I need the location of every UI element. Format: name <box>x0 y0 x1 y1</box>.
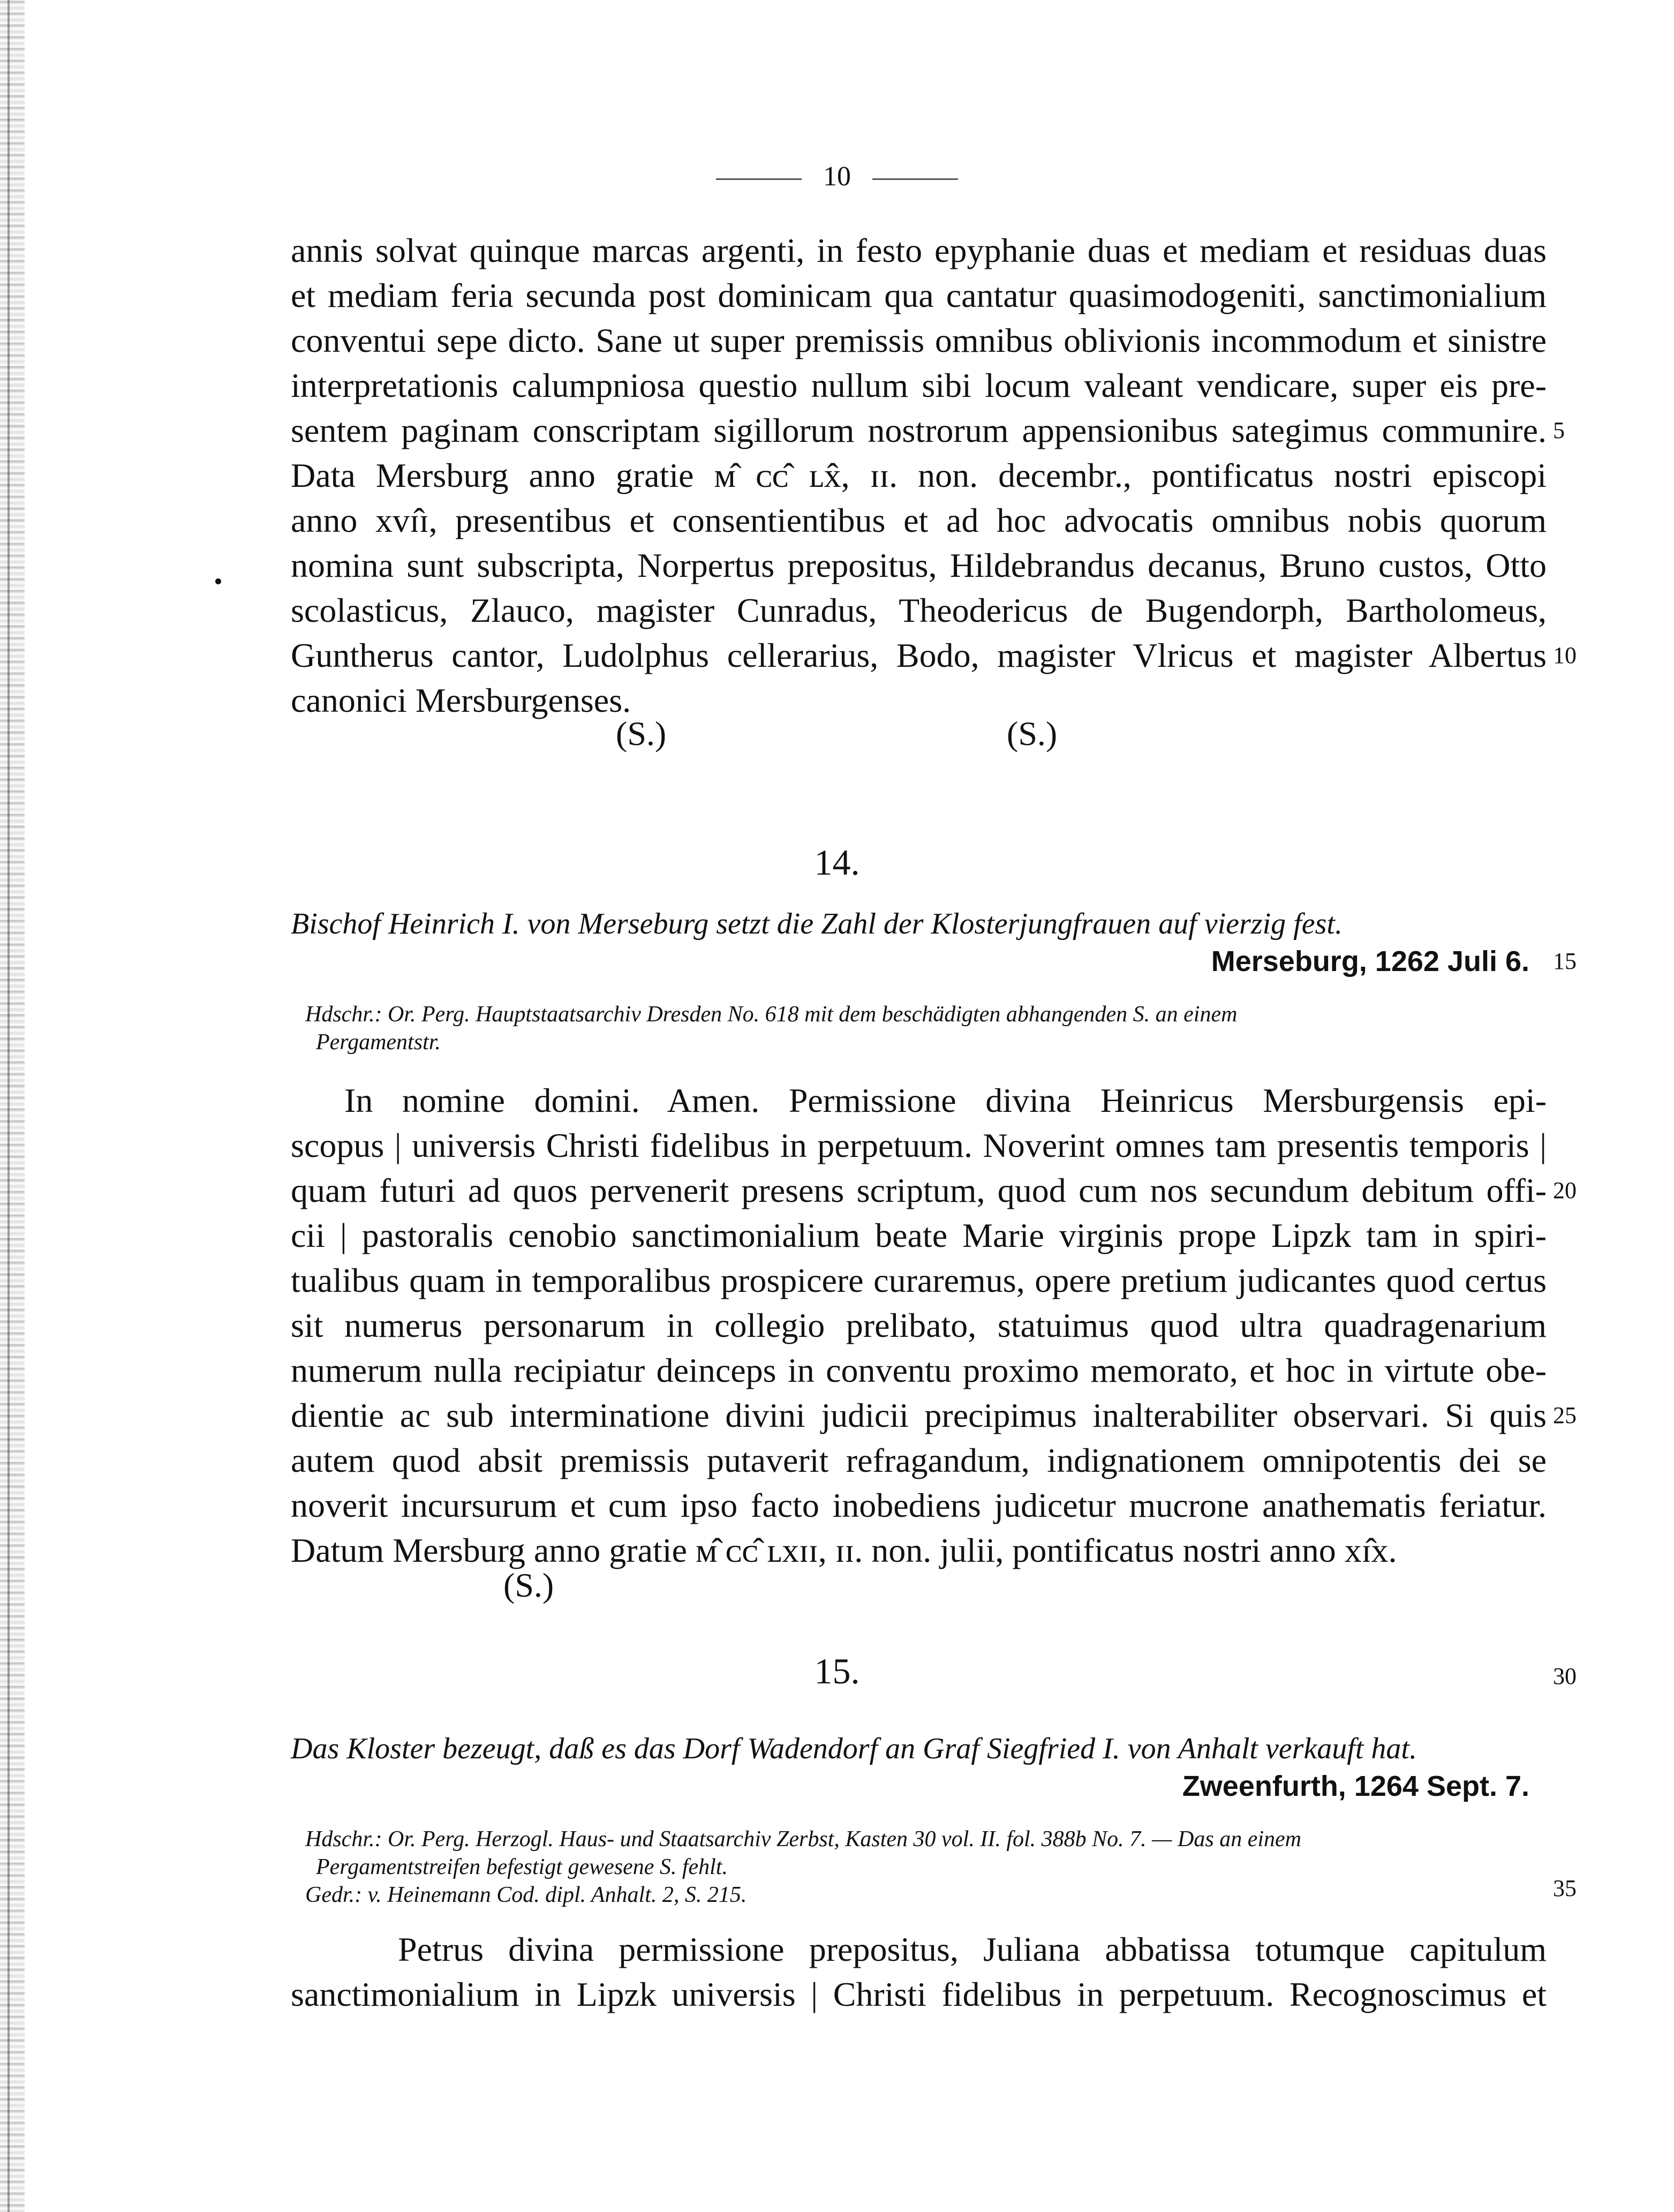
text-line: annis solvat quinque marcas argenti, in festo epyphanie duas et mediam et residuas duas <box>291 231 1547 269</box>
text-line: canonici Mersburgenses. <box>291 681 631 719</box>
text-line: tualibus quam in temporalibus prospicere curaremus, opere pretium judicantes quod certus <box>291 1261 1547 1299</box>
seal-mark: (S.) <box>503 1566 554 1604</box>
document-place-date: Zweenfurth, 1264 Sept. 7. <box>1182 1770 1529 1802</box>
text-line: quam futuri ad quos pervenerit presens scriptum, quod cum nos secundum debitum offi- <box>291 1171 1547 1209</box>
page-number-header <box>0 161 1674 193</box>
text-line: noverit incursurum et cum ipso facto inobediens judicetur mucrone anathematis feriatur. <box>291 1486 1547 1524</box>
text-line: et mediam feria secunda post dominicam qua cantatur quasimodogeniti, sanctimonialium <box>291 276 1547 314</box>
line-number: 35 <box>1553 1875 1577 1901</box>
line-number: 25 <box>1553 1402 1577 1428</box>
line-number: 10 <box>1553 642 1577 668</box>
text-line: sanctimonialium in Lipzk universis | Christi fidelibus in perpetuum. Recognoscimus et <box>291 1975 1547 2013</box>
source-line: Gedr.: v. Heinemann Cod. dipl. Anhalt. 2, S. 215. <box>305 1883 747 1907</box>
text-line: sit numerus personarum in collegio prelibato, statuimus quod ultra quadragenarium <box>291 1306 1547 1344</box>
text-line: Petrus divina permissione prepositus, Juliana abbatissa totumque capitulum <box>398 1930 1547 1968</box>
seal-mark: (S.) <box>616 714 667 753</box>
text-line: anno xvɪ̂ɪ, presentibus et consentientibus et ad hoc advocatis omnibus nobis quorum <box>291 501 1547 539</box>
source-line: Pergamentstreifen befestigt gewesene S. fehlt. <box>316 1855 728 1879</box>
line-number: 30 <box>1553 1663 1577 1689</box>
scan-binding-edge <box>0 0 25 2212</box>
source-note <box>305 1825 1537 1909</box>
text-line: scopus | universis Christi fidelibus in perpetuum. Noverint omnes tam presentis temporis | <box>291 1126 1547 1164</box>
document-number: 15. <box>814 1651 860 1691</box>
source-line: Hdschr.: Or. Perg. Hauptstaatsarchiv Dresden No. 618 mit dem beschädigten abhangenden S. an einem <box>305 1002 1238 1027</box>
page-number: 10 <box>823 161 851 192</box>
document-place-date: Merseburg, 1262 Juli 6. <box>1211 945 1529 977</box>
line-number: 5 <box>1553 417 1565 443</box>
source-line: Hdschr.: Or. Perg. Herzogl. Haus- und Staatsarchiv Zerbst, Kasten 30 vol. II. fol. 388b No. 7. — Das an einem <box>305 1827 1301 1852</box>
header-rule-right <box>872 178 958 180</box>
document-number: 14. <box>814 842 860 883</box>
text-line: Datum Mersburg anno gratie ᴍ̂ ᴄᴄ̂ ʟxɪɪ, ɪɪ. non. julii, pontificatus nostri anno xɪ̂x. <box>291 1531 1397 1569</box>
seal-mark: (S.) <box>1007 714 1058 753</box>
text-line: numerum nulla recipiatur deinceps in conventu proximo memorato, et hoc in virtute obe- <box>291 1351 1547 1389</box>
text-line: autem quod absit premissis putaverit refragandum, indignationem omnipotentis dei se <box>291 1441 1547 1479</box>
document-title: Bischof Heinrich I. von Merseburg setzt die Zahl der Klosterjungfrauen auf vierzig fest. <box>291 907 1343 941</box>
text-line: scolasticus, Zlauco, magister Cunradus, Theodericus de Bugendorph, Bartholomeus, <box>291 591 1547 629</box>
stray-dot <box>215 578 221 584</box>
line-number: 15 <box>1553 948 1577 974</box>
text-line: cii | pastoralis cenobio sanctimonialium beate Marie virginis prope Lipzk tam in spiri- <box>291 1216 1547 1254</box>
text-line: In nomine domini. Amen. Permissione divina Heinricus Mersburgensis epi- <box>344 1081 1547 1119</box>
text-line: conventui sepe dicto. Sane ut super premissis omnibus oblivionis incommodum et sinistre <box>291 321 1547 359</box>
text-line: Data Mersburg anno gratie ᴍ̂ ᴄᴄ̂ ʟx̂, ɪɪ. non. decembr., pontificatus nostri episcopi <box>291 456 1547 494</box>
header-rule-left <box>716 178 802 180</box>
line-number: 20 <box>1553 1177 1577 1203</box>
document-title: Das Kloster bezeugt, daß es das Dorf Wadendorf an Graf Siegfried I. von Anhalt verkauft hat. <box>291 1732 1417 1765</box>
text-line: sentem paginam conscriptam sigillorum nostrorum appensionibus sategimus communire. <box>291 411 1547 449</box>
text-line: dientie ac sub interminatione divini judicii precipimus inalterabiliter observari. Si quis <box>291 1396 1547 1434</box>
text-line: interpretationis calumpniosa questio nullum sibi locum valeant vendicare, super eis pre- <box>291 366 1547 404</box>
source-line: Pergamentstr. <box>316 1030 441 1055</box>
text-line: Guntherus cantor, Ludolphus cellerarius, Bodo, magister Vlricus et magister Albertus <box>291 636 1547 674</box>
text-line: nomina sunt subscripta, Norpertus prepositus, Hildebrandus decanus, Bruno custos, Otto <box>291 546 1547 584</box>
source-note <box>305 1000 1537 1056</box>
